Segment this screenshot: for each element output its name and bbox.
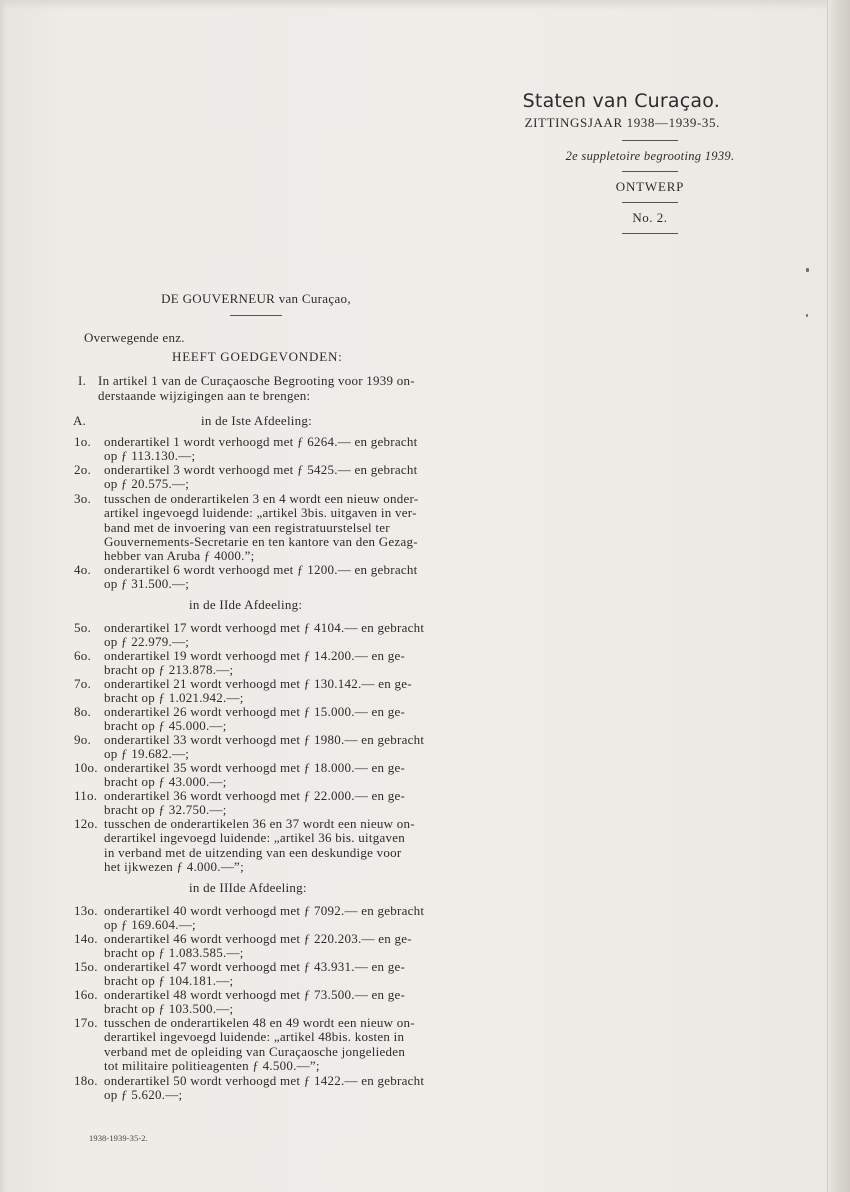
decided-heading: HEEFT GOEDGEVONDEN: <box>172 349 343 364</box>
item-number: 14o. <box>74 931 98 946</box>
item-number: 8o. <box>74 704 91 719</box>
footer-reference: 1938-1939-35-2. <box>89 1133 148 1143</box>
section-heading: in de IIIde Afdeeling: <box>189 880 307 895</box>
item-line: op ƒ 19.682.—; <box>104 746 190 762</box>
item-line: tusschen de onderartikelen 48 en 49 wordt een nieuw on- <box>104 1015 415 1030</box>
governor-heading: DE GOUVERNEUR van Curaçao, <box>161 291 351 306</box>
item-line: op ƒ 113.130.—; <box>104 448 196 464</box>
item-number: 11o. <box>74 788 98 803</box>
section-a-label: A. <box>73 413 87 428</box>
item-line: Gouvernements-Secretarie en ten kantore van den Gezag- <box>104 533 418 549</box>
item-number: 10o. <box>74 760 98 775</box>
item-line: onderartikel 26 wordt verhoogd met ƒ 15.000.— en ge- <box>104 704 406 719</box>
item-line: onderartikel 40 wordt verhoogd met ƒ 7092.— en gebracht <box>104 903 425 918</box>
item-number: 17o. <box>74 1015 98 1030</box>
item-line: tusschen de onderartikelen 36 en 37 wordt een nieuw on- <box>104 816 415 831</box>
item-line: tusschen de onderartikelen 3 en 4 wordt een nieuw onder- <box>104 491 419 506</box>
item-line: artikel ingevoegd luidende: „artikel 3bis. uitgaven in ver- <box>104 505 417 521</box>
item-line: bracht op ƒ 43.000.—; <box>104 774 227 790</box>
item-line: onderartikel 19 wordt verhoogd met ƒ 14.200.— en ge- <box>104 648 406 663</box>
item-number: 6o. <box>74 648 91 663</box>
item-number: 9o. <box>74 732 91 747</box>
considering-text: Overwegende enz. <box>84 330 185 345</box>
item-line: onderartikel 21 wordt verhoogd met ƒ 130.142.— en ge- <box>104 676 412 691</box>
item-line: onderartikel 6 wordt verhoogd met ƒ 1200.— en gebracht <box>104 562 418 577</box>
item-line: op ƒ 20.575.—; <box>104 476 190 492</box>
item-number: 5o. <box>74 620 91 635</box>
item-line: bracht op ƒ 32.750.—; <box>104 802 227 818</box>
article-line: In artikel 1 van de Curaçaosche Begrooting voor 1939 on- <box>98 373 415 388</box>
article-label: I. <box>78 373 87 388</box>
item-line: onderartikel 17 wordt verhoogd met ƒ 4104.— en gebracht <box>104 620 425 635</box>
item-line: onderartikel 36 wordt verhoogd met ƒ 22.000.— en ge- <box>104 788 406 803</box>
item-line: bracht op ƒ 1.021.942.—; <box>104 690 244 706</box>
item-line: bracht op ƒ 213.878.—; <box>104 662 234 678</box>
item-line: op ƒ 31.500.—; <box>104 576 190 592</box>
item-number: 18o. <box>74 1073 98 1088</box>
item-line: onderartikel 46 wordt verhoogd met ƒ 220.203.— en ge- <box>104 931 412 946</box>
item-number: 16o. <box>74 987 98 1002</box>
section-heading: in de Iste Afdeeling: <box>201 413 313 428</box>
item-line: bracht op ƒ 45.000.—; <box>104 718 227 734</box>
item-line: onderartikel 35 wordt verhoogd met ƒ 18.000.— en ge- <box>104 760 406 775</box>
item-line: derartikel ingevoegd luidende: „artikel 36 bis. uitgaven <box>104 830 405 846</box>
item-line: bracht op ƒ 104.181.—; <box>104 973 234 989</box>
item-line: onderartikel 3 wordt verhoogd met ƒ 5425.— en gebracht <box>104 462 418 477</box>
item-line: bracht op ƒ 1.083.585.—; <box>104 945 244 961</box>
supplement-title: 2e suppletoire begrooting 1939. <box>565 149 735 163</box>
item-line: bracht op ƒ 103.500.—; <box>104 1001 234 1017</box>
draft-label: ONTWERP <box>615 179 685 194</box>
item-line: op ƒ 22.979.—; <box>104 634 190 650</box>
item-line: onderartikel 50 wordt verhoogd met ƒ 1422.— en gebracht <box>104 1073 425 1088</box>
session-year: ZITTINGSJAAR 1938—1939-35. <box>524 115 720 130</box>
section-heading: in de IIde Afdeeling: <box>189 597 303 612</box>
article-line: derstaande wijzigingen aan te brengen: <box>98 388 311 403</box>
item-number: 2o. <box>74 462 91 477</box>
item-line: in verband met de uitzending van een deskundige voor <box>104 844 402 860</box>
item-number: 1o. <box>74 434 91 449</box>
item-line: op ƒ 169.604.—; <box>104 917 196 933</box>
item-line: band met de invoering van een registratuurstelsel ter <box>104 519 390 535</box>
document-number: No. 2. <box>632 210 668 225</box>
item-number: 3o. <box>74 491 91 506</box>
item-line: het ijkwezen ƒ 4.000.—”; <box>104 858 244 874</box>
item-line: onderartikel 48 wordt verhoogd met ƒ 73.500.— en ge- <box>104 987 406 1002</box>
document-title: Staten van Curaçao. <box>522 90 720 112</box>
item-number: 4o. <box>74 562 91 577</box>
item-line: tot militaire politieagenten ƒ 4.500.—”; <box>104 1057 320 1073</box>
item-line: op ƒ 5.620.—; <box>104 1087 183 1103</box>
item-line: onderartikel 47 wordt verhoogd met ƒ 43.931.— en ge- <box>104 959 406 974</box>
item-number: 7o. <box>74 676 91 691</box>
item-line: onderartikel 1 wordt verhoogd met ƒ 6264.— en gebracht <box>104 434 418 449</box>
item-number: 12o. <box>74 816 98 831</box>
item-number: 15o. <box>74 959 98 974</box>
item-line: derartikel ingevoegd luidende: „artikel 48bis. kosten in <box>104 1029 405 1045</box>
item-line: hebber van Aruba ƒ 4000.”; <box>104 548 255 564</box>
item-line: onderartikel 33 wordt verhoogd met ƒ 1980.— en gebracht <box>104 732 425 747</box>
item-number: 13o. <box>74 903 98 918</box>
item-line: verband met de opleiding van Curaçaosche jongelieden <box>104 1043 406 1059</box>
